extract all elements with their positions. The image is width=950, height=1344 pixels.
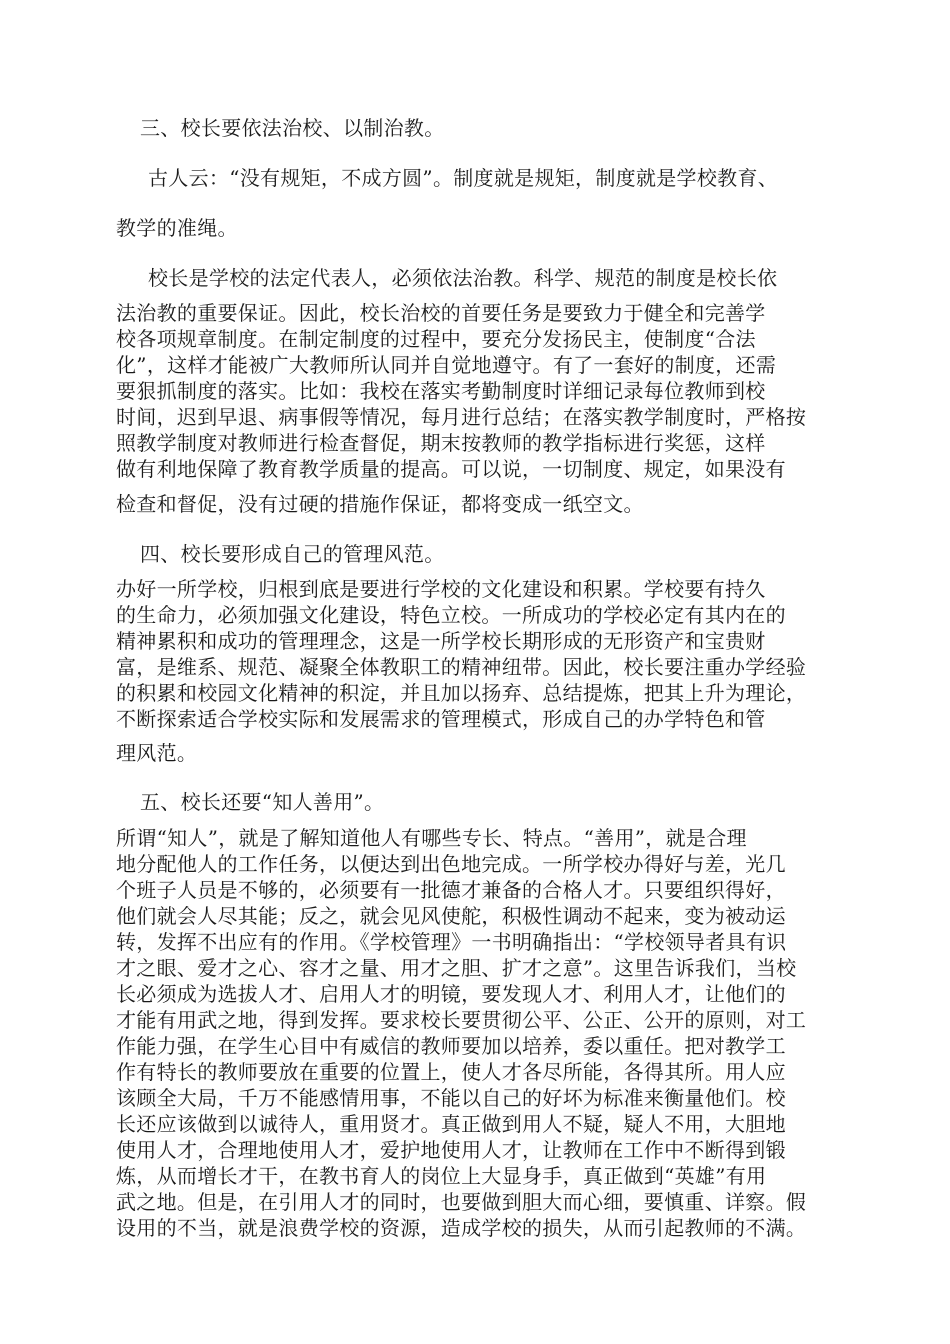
paragraph-line: 长必须成为选拔人才、启用人才的明镜，要发现人才、利用人才，让他们的 (116, 982, 786, 1006)
section-5-heading: 五、校长还要“知人善用”。 (140, 790, 385, 814)
paragraph-line: 化”，这样才能被广大教师所认同并自觉地遵守。有了一套好的制度，还需 (116, 353, 777, 377)
paragraph-line: 才能有用武之地，得到发挥。要求校长要贯彻公平、公正、公开的原则，对工 (116, 1008, 807, 1032)
paragraph-line: 使用人才，合理地使用人才，爱护地使用人才，让教师在工作中不断得到锻 (116, 1138, 786, 1162)
paragraph-line: 检查和督促，没有过硬的措施作保证，都将变成一纸空文。 (116, 492, 644, 516)
paragraph-line: 时间，迟到早退、病事假等情况，每月进行总结；在落实教学制度时，严格按 (116, 405, 807, 429)
paragraph-line: 精神累积和成功的管理理念，这是一所学校长期形成的无形资产和宝贵财 (116, 629, 766, 653)
paragraph-line: 的积累和校园文化精神的积淀，并且加以扬弃、总结提炼，把其上升为理论， (116, 681, 807, 705)
paragraph-line: 才之眼、爱才之心、容才之量、用才之胆、扩才之意”。这里告诉我们，当校 (116, 956, 797, 980)
paragraph-line: 教学的准绳。 (116, 216, 238, 240)
paragraph-line: 该顾全大局，千万不能感情用事，不能以自己的好坏为标准来衡量他们。校 (116, 1086, 786, 1110)
paragraph-line: 做有利地保障了教育教学质量的提高。可以说，一切制度、规定，如果没有 (116, 457, 786, 481)
paragraph-line: 法治教的重要保证。因此，校长治校的首要任务是要致力于健全和完善学 (116, 301, 766, 325)
paragraph-line: 古人云：“没有规矩，不成方圆”。制度就是规矩，制度就是学校教育、 (148, 166, 779, 190)
paragraph-line: 个班子人员是不够的，必须要有一批德才兼备的合格人才。只要组织得好， (116, 878, 786, 902)
paragraph-line: 设用的不当，就是浪费学校的资源，造成学校的损失，从而引起教师的不满。 (116, 1216, 807, 1240)
paragraph-line: 理风范。 (116, 741, 198, 765)
paragraph-line: 地分配他人的工作任务，以便达到出色地完成。一所学校办得好与差，光几 (116, 852, 786, 876)
paragraph-line: 的生命力，必须加强文化建设，特色立校。一所成功的学校必定有其内在的 (116, 603, 786, 627)
section-4-heading: 四、校长要形成自己的管理风范。 (140, 542, 445, 566)
paragraph-line: 办好一所学校，归根到底是要进行学校的文化建设和积累。学校要有持久 (116, 577, 766, 601)
paragraph-line: 要狠抓制度的落实。比如：我校在落实考勤制度时详细记录每位教师到校 (116, 379, 766, 403)
paragraph-line: 作有特长的教师要放在重要的位置上，使人才各尽所能，各得其所。用人应 (116, 1060, 786, 1084)
paragraph-line: 不断探索适合学校实际和发展需求的管理模式，形成自己的办学特色和管 (116, 707, 766, 731)
paragraph-line: 武之地。但是，在引用人才的同时，也要做到胆大而心细，要慎重、详察。假 (116, 1190, 807, 1214)
paragraph-line: 照教学制度对教师进行检查督促，期末按教师的教学指标进行奖惩，这样 (116, 431, 766, 455)
paragraph-line: 校长是学校的法定代表人，必须依法治教。科学、规范的制度是校长依 (148, 266, 778, 290)
paragraph-line: 长还应该做到以诚待人，重用贤才。真正做到用人不疑，疑人不用，大胆地 (116, 1112, 786, 1136)
paragraph-line: 转，发挥不出应有的作用。《学校管理》一书明确指出：“学校领导者具有识 (116, 930, 787, 954)
paragraph-line: 作能力强，在学生心目中有威信的教师要加以培养，委以重任。把对教学工 (116, 1034, 786, 1058)
paragraph-line: 他们就会人尽其能；反之，就会见风使舵，积极性调动不起来，变为被动运 (116, 904, 786, 928)
section-3-heading: 三、校长要依法治校、以制治教。 (140, 116, 445, 140)
paragraph-line: 炼，从而增长才干，在教书育人的岗位上大显身手，真正做到“英雄”有用 (116, 1164, 767, 1188)
paragraph-line: 校各项规章制度。在制定制度的过程中，要充分发扬民主，使制度“合法 (116, 327, 756, 351)
paragraph-line: 所谓“知人”，就是了解知道他人有哪些专长、特点。“善用”，就是合理 (116, 826, 747, 850)
paragraph-line: 富，是维系、规范、凝聚全体教职工的精神纽带。因此，校长要注重办学经验 (116, 655, 807, 679)
